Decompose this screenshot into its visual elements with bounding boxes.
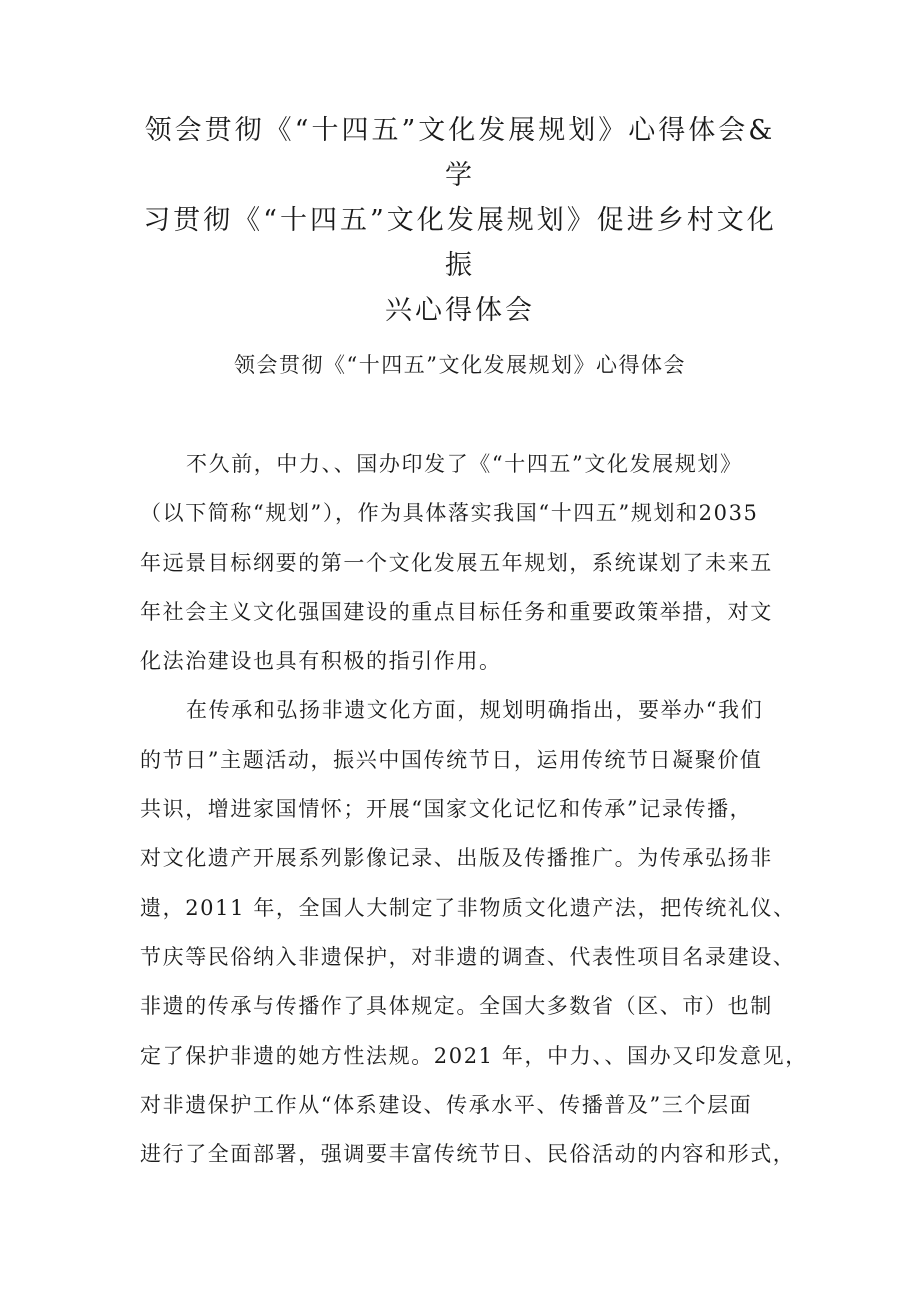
paragraph-line: 在传承和弘扬非遗文化方面，规划明确指出，要举办“我们 — [186, 698, 764, 723]
paragraph-line: 年远景目标纲要的第一个文化发展五年规划，系统谋划了未来五 — [140, 550, 773, 575]
paragraph-line: 对文化遗产开展系列影像记录、出版及传播推广。为传承弘扬非 — [140, 846, 773, 871]
paragraph-line: 化法治建设也具有积极的指引作用。 — [140, 649, 502, 674]
paragraph-line: （以下简称“规划”），作为具体落实我国“十四五”规划和2035 — [140, 501, 759, 526]
title-line: 领会贯彻《“十四五”文化发展规划》心得体会&学 — [144, 115, 776, 191]
paragraph-line: 非遗的传承与传播作了具体规定。全国大多数省（区、市）也制 — [140, 994, 773, 1019]
section-title: 领会贯彻《“十四五”文化发展规划》心得体会 — [234, 353, 686, 377]
paragraph-line: 不久前，中力、、国办印发了《“十四五”文化发展规划》 — [186, 452, 743, 476]
title-line: 习贯彻《“十四五”文化发展规划》促进乡村文化振 — [143, 205, 777, 281]
paragraph-line: 进行了全面部署，强调要丰富传统节日、民俗活动的内容和形式， — [140, 1142, 796, 1167]
paragraph-line: 的节日”主题活动，振兴中国传统节日，运用传统节日凝聚价值 — [140, 747, 763, 772]
document-title — [130, 108, 790, 333]
paragraph-line: 定了保护非遗的她方性法规。2021 年，中力、、国办又印发意见， — [140, 1043, 808, 1068]
paragraph-line: 年社会主义文化强国建设的重点目标任务和重要政策举措，对文 — [140, 599, 773, 624]
paragraph-line: 节庆等民俗纳入非遗保护，对非遗的调查、代表性项目名录建设、 — [140, 944, 796, 969]
title-line: 兴心得体会 — [385, 295, 535, 326]
paragraph-line: 共识，增进家国情怀；开展“国家文化记忆和传承”记录传播， — [140, 797, 753, 822]
paragraph-line: 遗，2011 年，全国人大制定了非物质文化遗产法，把传统礼仪、 — [140, 895, 796, 920]
paragraph-line: 对非遗保护工作从“体系建设、传承水平、传播普及”三个层面 — [140, 1092, 753, 1117]
body-text — [140, 440, 808, 1179]
